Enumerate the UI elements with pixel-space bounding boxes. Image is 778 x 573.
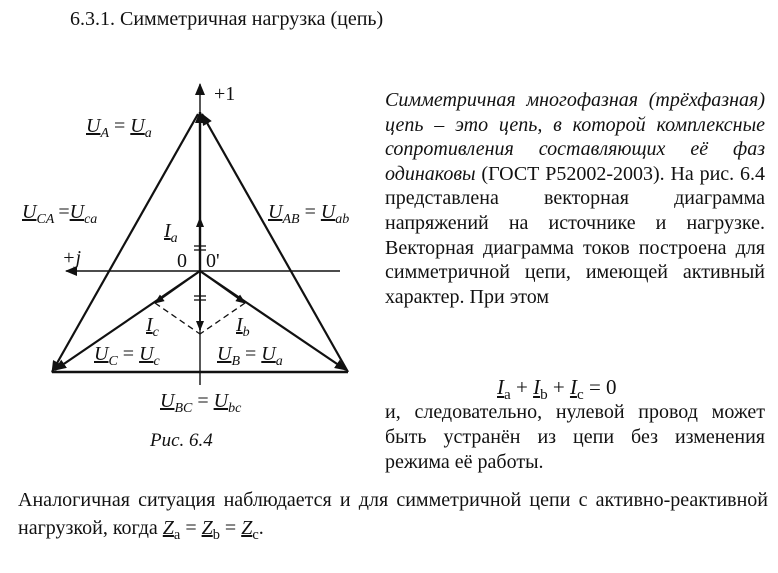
figure-caption: Рис. 6.4 — [150, 430, 213, 451]
section-heading: 6.3.1. Симметричная нагрузка (цепь) — [70, 8, 384, 30]
label-ib: $I_b$ — [236, 314, 250, 340]
definition-paragraph — [385, 88, 765, 309]
definition-rest: (ГОСТ Р52002-2003). На рис. 6.4 представлена векторная диаграмма напряжений на источнике и нагрузке. Векторная диаграмма токов построена для симметричной цепи, имеющей активный характер. При этом — [385, 162, 765, 308]
axis-imag-label: +j — [62, 247, 82, 269]
label-ua: $U_A = U_a$ — [86, 115, 152, 141]
label-ubc: $U_{BC} = U_{bc}$ — [160, 390, 242, 416]
definition-text: Симметричная многофазная (трёхфазная) цепь – это цепь, в которой комплексные сопротивления составляющих её фаз одинаковы — [385, 89, 765, 185]
label-uc: $U_C = U_c$ — [94, 343, 160, 369]
consequence-paragraph: и, следовательно, нулевой провод может быть устранён из цепи без изменения режима её работы. — [385, 401, 765, 473]
origin-load-label: 0' — [206, 250, 220, 272]
vector-diagram-figure — [0, 60, 385, 460]
current-sum-equation: $I_a + I_b + I_c = 0$ — [497, 375, 617, 404]
label-ia: $I_a$ — [164, 220, 178, 246]
vector-ib — [200, 271, 245, 303]
analogy-text: Аналогичная ситуация наблюдается и для симметричной цепи с активно-реактивной нагрузкой, когда — [18, 489, 768, 539]
origin-source-label: 0 — [177, 250, 187, 272]
axis-real-label: +1 — [214, 83, 236, 105]
dashed-construction — [155, 303, 200, 334]
label-uca: $U_{CA} =U_{ca}$ — [22, 201, 98, 227]
label-ub: $U_B = U_a$ — [217, 343, 283, 369]
label-ic: $I_c$ — [146, 314, 159, 340]
vector-ic — [155, 271, 200, 303]
vector-uab — [202, 114, 348, 372]
label-uab: $U_{AB} = U_{ab}$ — [268, 201, 350, 227]
analogy-paragraph: Аналогичная ситуация наблюдается и для симметричной цепи с активно-реактивной нагрузкой, когда $Z_a = Z_b = Z_c$. — [18, 489, 768, 543]
